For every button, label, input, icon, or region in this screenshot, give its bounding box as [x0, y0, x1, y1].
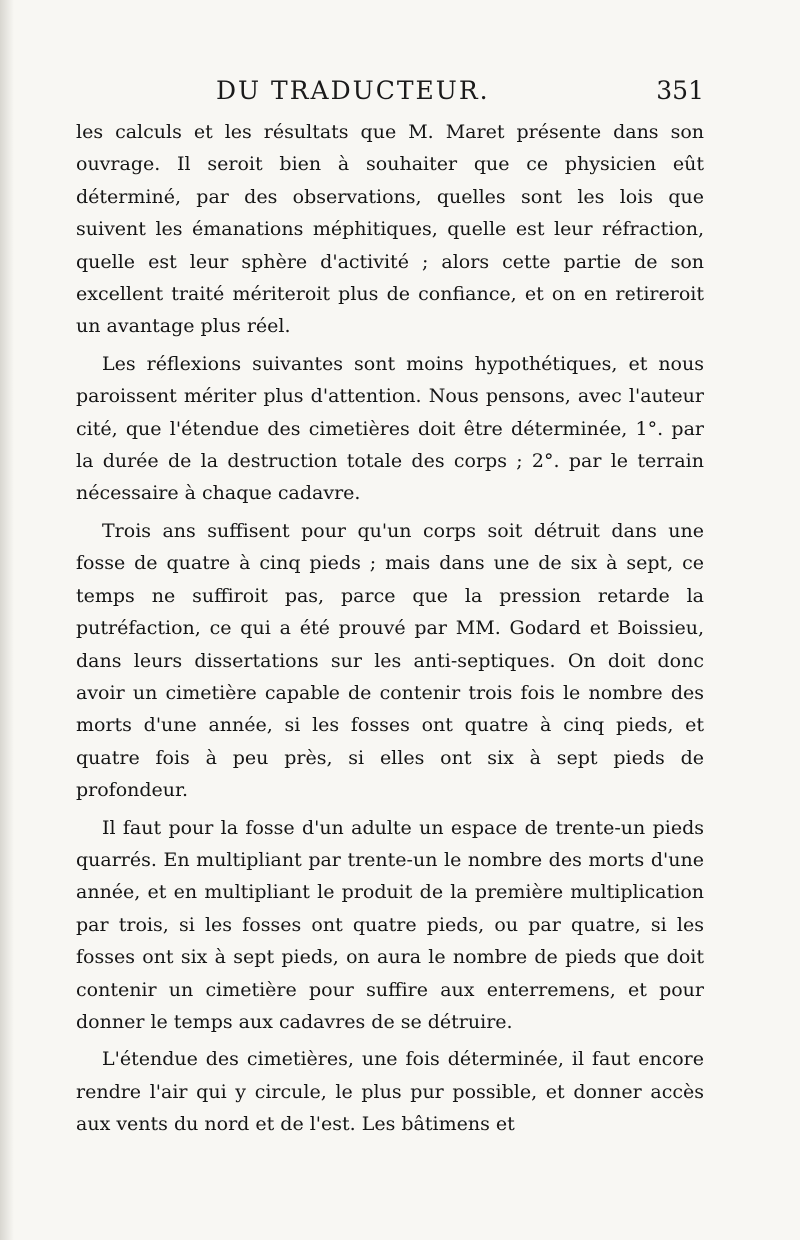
page-number: 351 — [656, 76, 704, 105]
paragraph: Les réflexions suivantes sont moins hypothétiques, et nous paroissent mériter plus d'attention. Nous pensons, avec l'auteur cité, que l'étendue des cimetières doit être déterminée, 1°. par la durée de la destruction totale des corps ; 2°. par le terrain nécessaire à chaque cadavre. — [76, 352, 704, 505]
running-head: DU TRADUCTEUR. — [216, 76, 490, 105]
body-text — [76, 116, 704, 1141]
paragraph: Il faut pour la fosse d'un adulte un espace de trente-un pieds quarrés. En multipliant par trente-un le nombre des morts d'une année, et en multipliant le produit de la première multiplication par trois, si les fosses ont quatre pieds, ou par quatre, si les fosses ont six à sept pieds, on aura le nombre de pieds que doit contenir un cimetière pour suffire aux enterremens, et pour donner le temps aux cadavres de se détruire. — [76, 816, 704, 1033]
page-header — [72, 76, 712, 110]
paragraph-continuation: les calculs et les résultats que M. Maret présente dans son ouvrage. Il seroit bien à souhaiter que ce physicien eût déterminé, par des observations, quelles sont les lois que suivent les émanations méphitiques, quelle est leur réfraction, quelle est leur sphère d'activité ; alors cette partie de son excellent traité mériteroit plus de confiance, et on en retireroit un avantage plus réel. — [76, 121, 704, 338]
paragraph: L'étendue des cimetières, une fois déterminée, il faut encore rendre l'air qui y circule, le plus pur possible, et donner accès aux vents du nord et de l'est. Les bâtimens et — [76, 1048, 704, 1136]
binding-gutter — [0, 0, 14, 1240]
paragraph: Trois ans suffisent pour qu'un corps soit détruit dans une fosse de quatre à cinq pieds ; mais dans une de six à sept, ce temps ne suffiroit pas, parce que la pression retarde la putréfaction, ce qui a été prouvé par MM. Godard et Boissieu, dans leurs dissertations sur les anti-septiques. On doit donc avoir un cimetière capable de contenir trois fois le nombre des morts d'une année, si les fosses ont quatre à cinq pieds, et quatre fois à peu près, si elles ont six à sept pieds de profondeur. — [76, 519, 704, 802]
